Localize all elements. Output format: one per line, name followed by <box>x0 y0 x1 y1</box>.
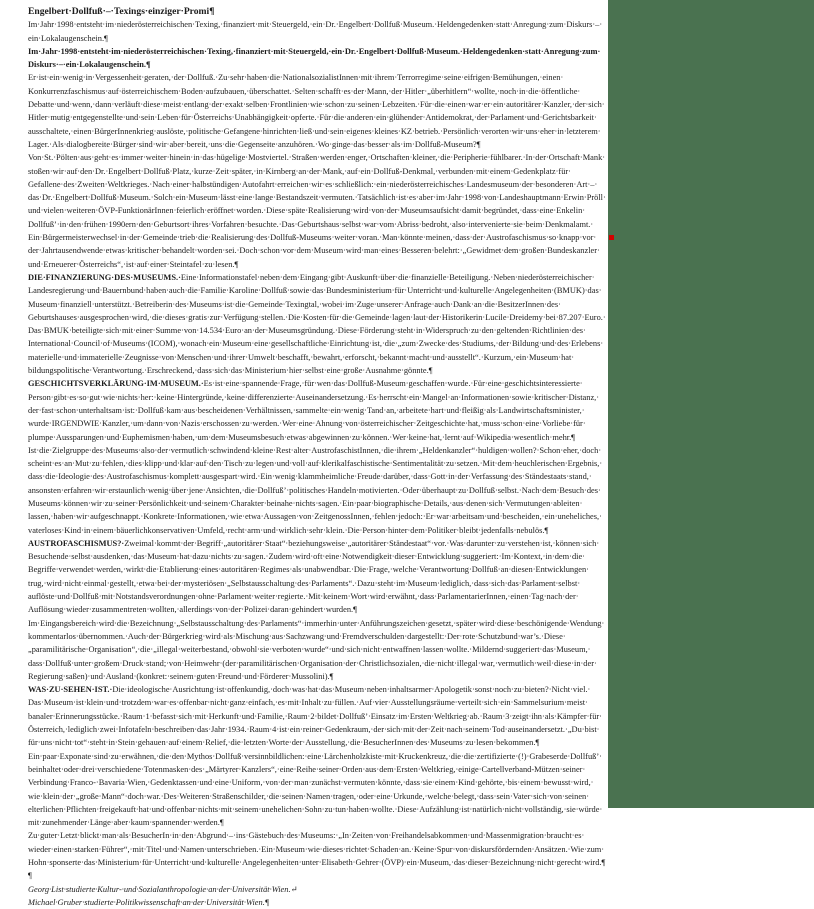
pilcrow-mark: ¶ <box>476 139 481 149</box>
pilcrow-mark: ¶ <box>571 432 575 442</box>
paragraph <box>28 829 606 869</box>
pilcrow-mark: ¶ <box>353 605 357 615</box>
pilcrow-mark: ¶ <box>428 366 433 376</box>
pilcrow-mark: ¶ <box>544 525 549 535</box>
paragraph-text: Engelbert·​Dollfuß·​–·​Texings·​einziger·​Promi <box>28 6 210 17</box>
pilcrow-mark: ¶ <box>104 33 108 43</box>
paragraph <box>28 151 606 271</box>
section-heading-run-in: GESCHICHTSVERKLÄRUNG·​IM·​MUSEUM.·​ <box>28 379 204 389</box>
pilcrow-mark: ¶ <box>28 871 32 881</box>
paragraph-text: Von·​St.·​Pölten·​aus·​geht·​es·​immer·​weiter·​hinein·​in·​das·​hügelige·​Mostviertel.·​Straßen·​werden·​enger,·​Ortschaften·​kleiner,·​die·​Peripherie·​fühlbarer.·​In·​der·​Ortschaft·​Mank·​stoßen·​wir·​auf·​den·​Dr.·​Engelbert·​Dollfuß·​Platz,·​kurze·​Zeit·​später,·​in·​Kirnberg·​an·​der·​Mank,·​auf·​ein·​Dollfuß-Denkmal,·​verbunden·​mit·​einem·​Gedenkplatz·​für·​Gefallene·​des·​Zweiten·​Weltkrieges.·​Nach·​einer·​halbstündigen·​Autofahrt·​erreichen·​wir·​es·​schließlich:·​ein·​niederösterreichisches·​Landesmuseum·​der·​besonderen·​Art·​–·​das·​Dr.·​Engelbert·​Dollfuß·​Museum.·​Solch·​ein·​Museum·​lässt·​eine·​lange·​Bestandszeit·​vermuten.·​Tatsächlich·​ist·​es·​aber·​im·​Jahr·​1998·​von·​Landeshauptmann·​Erwin·​Pröll·​und·​vielen·​weiteren·​ÖVP-FunktionärInnen·​feierlich·​eröffnet·​worden.·​Diese·​späte·​Realisierung·​wird·​von·​der·​Museumsaufsicht·​damit·​begründet,·​dass·​eine·​Enkelin·​Dollfuß’·​in·​den·​frühen·​1990ern·​den·​Geburtsort·​ihres·​Vorfahren·​besuchte.·​Das·​Geburtshaus·​selbst·​war·​vom·​Abriss·​bedroht,·​also·​intervenierte·​sie·​beim·​Denkmalamt.·​Ein·​Bürgermeisterwechsel·​in·​der·​Gemeinde·​trieb·​die·​Realisierung·​des·​Dollfuß-Museums·​weiter·​voran.·​Man·​könnte·​meinen,·​dass·​der·​Austrofaschismus·​so·​knapp·​vor·​der·​Jahrtausendwende·​etwas·​kritischer·​behandelt·​worden·​sei.·​Doch·​schon·​vor·​dem·​Museum·​wird·​man·​eines·​Besseren·​belehrt:·​„Gewidmet·​dem·​großen·​Bundeskanzler·​und·​Erneuerer·​Österreichs“,·​ist·​auf·​einer·​Steintafel·​zu·​lesen. <box>28 153 606 269</box>
paragraph <box>28 869 606 882</box>
section-heading-run-in: DIE·​FINANZIERUNG·​DES·​MUSEUMS.·​ <box>28 272 181 282</box>
paragraph <box>28 896 606 909</box>
paragraph-text: Die·​ideologische·​Ausrichtung·​ist·​offenkundig,·​doch·​was·​hat·​das·​Museum·​neben·​inhaltsarmer·​Apologetik·​sonst·​noch·​zu·​bieten?·​Nicht·​viel.·​Das·​Museum·​ist·​klein·​und·​trotzdem·​war·​es·​offenbar·​nicht·​ganz·​einfach,·​es·​mit·​Inhalt·​zu·​füllen.·​Auf·​vier·​Ausstellungsräume·​verteilt·​sich·​ein·​Sammelsurium·​meist·​banaler·​Erinnerungsstücke.·​Raum·​1·​befasst·​sich·​mit·​Herkunft·​und·​Familie,·​Raum·​2·​bildet·​Dollfuß’·​Einsatz·​im·​Ersten·​Weltkrieg·​ab.·​Raum·​3·​zeigt·​ihn·​als·​Kämpfer·​für·​Österreich,·​lediglich·​zwei·​Infotafeln·​beschreiben·​das·​Jahr·​1934.·​Raum·​4·​ist·​ein·​reiner·​Gedenkraum,·​der·​sich·​mit·​der·​Zeit·​nach·​seinem·​Tod·​auseinandersetzt.·​„Du·​bist·​für·​uns·​nicht·​tot“·​steht·​in·​Stein·​gehauen·​auf·​einem·​Relief,·​die·​letzten·​Worte·​der·​Ausstellung,·​die·​BesucherInnen·​des·​Museums·​zu·​lesen·​bekommen. <box>28 685 602 748</box>
paragraph-text: Ein·​paar·​Exponate·​sind·​zu·​erwähnen,·​die·​den·​Mythos·​Dollfuß·​versinnbildlichen:·​eine·​Lärchenholzkiste·​mit·​Kruckenkreuz,·​die·​die·​zertifizierte·​(!)·​Grabeserde·​Dollfuß’·​beinhaltet·​oder·​drei·​verschiedene·​Totenmasken·​des·​„Märtyrer·​Kanzlers“,·​eine·​Reihe·​seiner·​Orden·​aus·​dem·​Ersten·​Weltkrieg,·​einige·​Cartellverband-Mützen·​seiner·​Verbindung·​Franco-·​Bavaria·​Wien,·​Gedenktassen·​und·​eine·​Uniform,·​von·​der·​man·​zunächst·​vermuten·​könnte,·​dass·​sie·​einem·​Kind·​gehörte,·​bis·​einem·​bewusst·​wird,·​wie·​klein·​der·​„große·​Mann“·​doch·​war.·​Des·​Weiteren·​Straßenschilder,·​die·​seinen·​Namen·​tragen,·​oder·​eine·​Urkunde,·​welche·​belegt,·​dass·​sein·​Vater·​sich·​von·​seinen·​elterlichen·​Pflichten·​freigekauft·​hat·​und·​offenbar·​nichts·​mit·​seinem·​unehelichen·​Sohn·​zu·​tun·​haben·​wollte.·​Diese·​Aufzählung·​ist·​natürlich·​nicht·​vollständig,·​sie·​würde·​mit·​zunehmender·​Länge·​aber·​kaum·​spannender·​werden. <box>28 751 603 828</box>
paragraph <box>28 537 606 617</box>
paragraph-text: Michael·​Gruber·​studierte·​Politikwissenschaft·​an·​der·​Universität·​Wien. <box>28 897 265 907</box>
paragraph-text: Es·​ist·​eine·​spannende·​Frage,·​für·​wen·​das·​Dollfuß-Museum·​geschaffen·​wurde.·​Für·​eine·​geschichtsinteressierte·​Person·​gibt·​es·​so·​gut·​wie·​nichts·​her:·​keine·​Hintergründe,·​keine·​differenzierte·​Auseinandersetzung.·​Es·​herrscht·​ein·​Mangel·​an·​Informationen·​sowie·​kritischer·​Distanz,·​der·​fast·​schon·​unterhaltsam·​ist:·​Dollfuß·​kam·​aus·​bescheidenen·​Verhältnissen,·​sammelte·​ein·​wenig·​Tand·​an,·​arbeitete·​hart·​und·​fleißig·​als·​Landwirtschaftsminister,·​wurde·​IRGENDWIE·​Kanzler,·​um·​dann·​von·​Nazis·​erschossen·​zu·​werden.·​Wer·​eine·​Ahnung·​von·​österreichischer·​Zeitgeschichte·​hat,·​muss·​schon·​eine·​Vorliebe·​für·​plumpe·​Aussparungen·​und·​Euphemismen·​haben,·​um·​dem·​Museumsbesuch·​etwas·​abgewinnen·​zu·​können.·​Wer·​keine·​hat,·​lernt·​auf·​Wikipedia·​wesentlich·​mehr. <box>28 379 600 442</box>
annotation-marker <box>609 235 614 240</box>
pilcrow-mark: ¶ <box>329 671 334 681</box>
paragraph <box>28 444 606 537</box>
paragraph <box>28 271 606 377</box>
paragraph-text: Im·​Jahr·​1998·​entsteht·​im·​niederösterreichischen·​Texing,·​finanziert·​mit·​Steuergeld,·​ein·​Dr.·​Engelbert·​Dollfuß·​Museum.·​Heldengedenken·​statt·​Anregung·​zum·​Diskurs·​–·​ein·​Lokalaugenschein. <box>28 46 601 70</box>
paragraph-text: Ist·​die·​Zielgruppe·​des·​Museums·​also·​der·​vermutlich·​schwindend·​kleine·​Rest·​alter·​AustrofaschistInnen,·​die·​ihrem·​„Heldenkanzler“·​huldigen·​wollen?·​Schon·​eher,·​doch·​scheint·​es·​an·​Mut·​zu·​fehlen,·​dies·​klipp·​und·​klar·​auf·​den·​Tisch·​zu·​legen·​und·​voll·​auf·​klerikalfaschistische·​Sentimentalität·​zu·​setzen.·​Mit·​dem·​heuchlerischen·​Ergebnis,·​dass·​die·​Ideologie·​des·​Austrofaschismus·​komplett·​ausgespart·​wird.·​Ein·​wenig·​klammheimliche·​Freude·​darüber,·​dass·​Gott·​in·​der·​Verfassung·​des·​Ständestaats·​stand,·​ansonsten·​erfahren·​wir·​erstaunlich·​wenig·​über·​jene·​Ansichten,·​die·​Dollfuß’·​politisches·​Handeln·​motivierten.·​Oder·​überhaupt·​zu·​Dollfuß·​selbst.·​Nach·​dem·​Besuch·​des·​Museums·​können·​wir·​zu·​seiner·​Persönlichkeit·​und·​seinem·​Charakter·​beinahe·​nichts·​sagen.·​Ein·​paar·​biographische·​Details,·​aus·​denen·​sich·​Vermutungen·​ableiten·​lassen,·​haben·​wir·​aufgeschnappt.·​Konkrete·​Informationen,·​wie·​etwa·​Aussagen·​von·​ZeitgenossInnen,·​fehlen·​jedoch:·​Er·​war·​arbeitsam·​und·​bescheiden,·​ein·​uneheliches,·​vaterloses·​Kind·​in·​einem·​bäuerlichkonservativen·​Umfeld,·​recht·​arm·​und·​wirklich·​sehr·​klein.·​Die·​Person·​hinter·​dem·​Politiker·​bleibt·​jedenfalls·​nebulös. <box>28 445 603 535</box>
pilcrow-mark: ¶ <box>209 6 215 17</box>
pilcrow-mark: ¶ <box>145 60 151 70</box>
paragraph <box>28 377 606 443</box>
paragraph <box>28 617 606 683</box>
paragraph <box>28 750 606 830</box>
section-heading-run-in: WAS·​ZU·​SEHEN·​IST.·​ <box>28 685 113 695</box>
pilcrow-mark: ¶ <box>264 897 270 907</box>
document-body[interactable] <box>28 5 606 909</box>
paragraph-text: Im·​Eingangsbereich·​wird·​die·​Bezeichnung·​„Selbstausschaltung·​des·​Parlaments“·​immerhin·​unter·​Anführungszeichen·​gesetzt,·​später·​wird·​diese·​beschönigende·​Wendung·​kommentarlos·​übernommen.·​Auch·​der·​Bürgerkrieg·​wird·​als·​Mischung·​aus·​Sachzwang·​und·​Fremdverschulden·​dargestellt:·​Der·​rote·​Schutzbund·​war’s.·​Diese·​„paramilitärische·​Organisation“,·​die·​„illegal·​weiterbestand,·​obwohl·​sie·​verboten·​wurde“·​und·​sich·​nicht·​entwaffnen·​lassen·​wollte.·​Mildernd·​suggeriert·​das·​Museum,·​dass·​Dollfuß·​unter·​großem·​Druck·​stand;·​von·​Heimwehr·​(der·​paramilitärischen·​Organisation·​der·​Christlichsozialen,·​die·​nicht·​illegal·​war,·​vermutlich·​weil·​diese·​in·​der·​Regierung·​saßen)·​und·​Ausland·​(konkret:·​seinem·​guten·​Freund·​und·​Förderer·​Mussolini). <box>28 618 605 681</box>
paragraph-text: Im·​Jahr·​1998·​entsteht·​im·​niederösterreichischen·​Texing,·​finanziert·​mit·​Steuergeld,·​ein·​Dr.·​Engelbert·​Dollfuß·​Museum.·​Heldengedenken·​statt·​Anregung·​zum·​Diskurs·​–·​ein·​Lokalaugenschein. <box>28 20 603 43</box>
pilcrow-mark: ¶ <box>234 259 239 269</box>
paragraph <box>28 18 606 45</box>
paragraph <box>28 683 606 749</box>
paragraph <box>28 45 606 72</box>
paragraph-text: Zu·​guter·​Letzt·​blickt·​man·​als·​BesucherIn·​in·​den·​Abgrund·​–·​ins·​Gästebuch·​des·​Museums:·​„In·​Zeiten·​von·​Freihandelsabkommen·​und·​Massenmigration·​braucht·​es·​wieder·​einen·​starken·​Führer“,·​mit·​Titel·​und·​Namen·​unterschrieben.·​Ein·​Museum·​wie·​dieses·​richtet·​Schaden·​an.·​Keine·​Spur·​von·​diskursfördernden·​Ansätzen.·​Wie·​zum·​Hohn·​sponserte·​das·​Ministerium·​für·​Unterricht·​und·​kulturelle·​Angelegenheiten·​unter·​Elisabeth·​Gehrer·​(ÖVP)·​ein·​Museum,·​das·​dieser·​Bezeichnung·​nicht·​gerecht·​wird. <box>28 831 605 867</box>
pilcrow-mark: ¶ <box>535 738 540 748</box>
paragraph-text: Er·​ist·​ein·​wenig·​in·​Vergessenheit·​geraten,·​der·​Dollfuß.·​Zu·​sehr·​haben·​die·​NationalsozialistInnen·​mit·​ihrem·​Terrorregime·​seine·​eifrigen·​Bemühungen,·​einen·​Konkurrenzfaschismus·​auf·​österreichischem·​Boden·​aufzubauen,·​überschattet.·​Selten·​schafft·​es·​der·​Mann,·​der·​Hitler·​„überhitlern“·​wollte,·​noch·​in·​die·​öffentliche·​Debatte·​und·​wenn,·​dann·​verläuft·​diese·​meist·​entlang·​der·​exakt·​selben·​Frontlinien·​wie·​schon·​zu·​seinen·​Lebzeiten.·​Für·​die·​einen·​war·​er·​ein·​autoritärer·​Kanzler,·​der·​sich·​Hitler·​mutig·​entgegenstellte·​und·​sein·​Leben·​für·​Österreichs·​Unabhängigkeit·​opferte.·​Für·​die·​anderen·​ein·​glühender·​Antidemokrat,·​der·​Parlament·​und·​Gerichtsbarkeit·​ausschaltete,·​einen·​BürgerInnenkrieg·​auslöste,·​politische·​Gefangene·​hinrichten·​ließ·​und·​sein·​eigenes·​kleines·​KZ·​betrieb.·​Persönlich·​verorten·​wir·​uns·​eher·​in·​letzterem·​Lager.·​Als·​dialogbereite·​Bürger·​sind·​wir·​aber·​bereit,·​uns·​die·​Gegenseite·​anzuhören.·​Wo·​ginge·​das·​besser·​als·​im·​Dollfuß-Museum? <box>28 73 605 149</box>
document-title <box>28 5 606 18</box>
pilcrow-mark: ¶ <box>219 818 224 828</box>
pilcrow-mark: ¶ <box>601 858 606 867</box>
paragraph-text: Zweimal·​kommt·​der·​Begriff·​„autoritärer·​Staat“·​beziehungsweise·​„autoritärer·​Ständestaat“·​vor.·​Was·​darunter·​zu·​verstehen·​ist,·​können·​sich·​Besuchende·​selbst·​ausdenken,·​das·​Museum·​hat·​dazu·​nichts·​zu·​sagen.·​Zudem·​wird·​oft·​eine·​Notwendigkeit·​dieser·​Entwicklung·​suggeriert:·​Im·​Kontext,·​in·​dem·​die·​Begriffe·​verwendet·​werden,·​wirkt·​die·​Etablierung·​eines·​autoritären·​Regimes·​als·​unabwendbar.·​Die·​Frage,·​welche·​Verantwortung·​Dollfuß·​an·​diesen·​Entwicklungen·​trug,·​wird·​nicht·​einmal·​gestellt,·​etwa·​bei·​der·​mysteriösen·​„Selbstausschaltung·​des·​Parlaments“.·​Dazu·​steht·​im·​Museum·​lediglich,·​dass·​sich·​das·​Parlament·​selbst·​auflöste·​und·​Dollfuß·​mit·​Notstandsverordnungen·​ohne·​Parlament·​weiter·​regierte.·​Mit·​keinem·​Wort·​wird·​erwähnt,·​dass·​ParlamentarierInnen,·​einen·​Tag·​nach·​der·​Auflösung·​wieder·​zusammentreten·​wollten,·​allerdings·​von·​der·​Polizei·​daran·​gehindert·​wurden. <box>28 538 600 615</box>
side-band <box>608 0 814 808</box>
section-heading-run-in: AUSTROFASCHISMUS?·​ <box>28 538 125 548</box>
paragraph <box>28 71 606 151</box>
paragraph <box>28 883 606 896</box>
paragraph-text: Eine·​Informationstafel·​neben·​dem·​Eingang·​gibt·​Auskunft·​über·​die·​finanzielle·​Beteiligung.·​Neben·​niederösterreichischer·​Landesregierung·​und·​Bauernbund·​haben·​auch·​die·​Familie·​Karoline·​Dollfuß·​sowie·​das·​Bundesministerium·​für·​Unterricht·​und·​kulturelle·​Angelegenheiten·​(BMUK)·​das·​Museum·​finanziell·​unterstützt.·​Betreiberin·​des·​Museums·​ist·​die·​Gemeinde·​Texingtal,·​wobei·​im·​Zuge·​unserer·​Anfrage·​auch·​Dank·​an·​die·​BesitzerInnen·​des·​Geburtshauses·​ausgesprochen·​wird,·​die·​dieses·​gratis·​zur·​Verfügung·​stellen.·​Die·​Kosten·​für·​die·​Gemeinde·​lagen·​laut·​der·​Historikerin·​Lucile·​Dreidemy·​bei·​87.207·​Euro.·​Das·​BMUK·​beteiligte·​sich·​mit·​einer·​Summe·​von·​14.534·​Euro·​an·​der·​Museumsgründung.·​Diese·​Förderung·​steht·​in·​Widerspruch·​zu·​den·​geltenden·​Richtlinien·​des·​International·​Council·​of·​Museums·​(ICOM),·​wonach·​ein·​Museum·​eine·​gesellschaftliche·​Einrichtung·​ist,·​die·​„zum·​Zwecke·​des·​Studiums,·​der·​Bildung·​und·​des·​Erlebens·​materielle·​und·​immaterielle·​Zeugnisse·​von·​Menschen·​und·​ihrer·​Umwelt·​beschafft,·​bewahrt,·​erforscht,·​bekannt·​macht·​und·​ausstellt“.·​Kurzum,·​ein·​Museum·​hat·​bildungspolitische·​Verantwortung.·​Erschreckend,·​dass·​sich·​das·​Ministerium·​hier·​selbst·​eine·​große·​Ausnahme·​gönnte. <box>28 272 606 376</box>
paragraph-text: Georg·​List·​studierte·​Kultur-·​und·​Sozialanthropologie·​an·​der·​Universität·​Wien. <box>28 884 291 894</box>
line-break-mark: ↵ <box>290 884 298 894</box>
